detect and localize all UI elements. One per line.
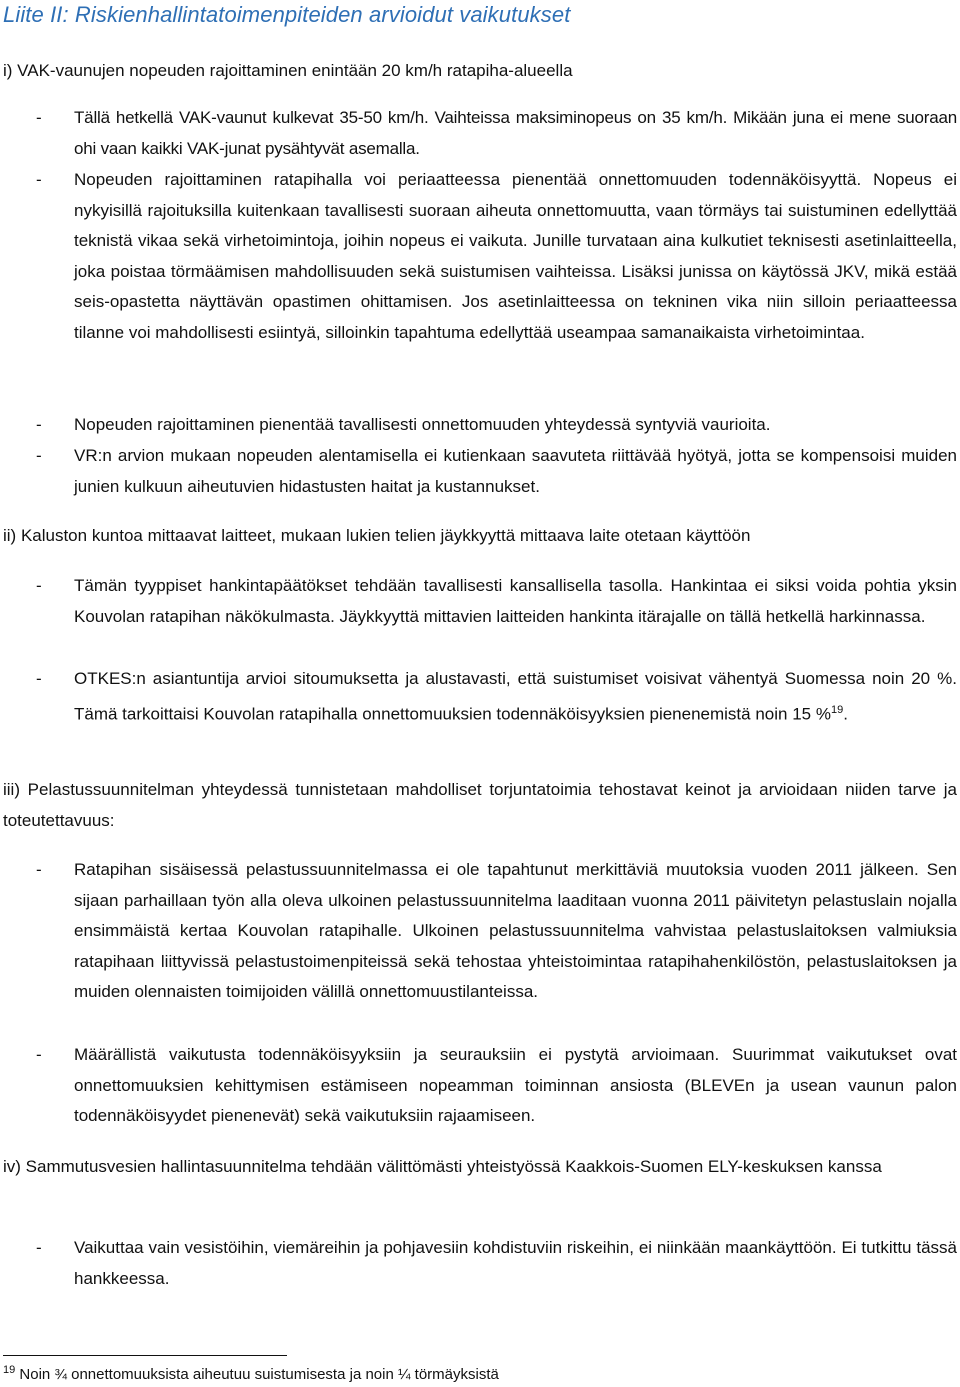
list-item-text: Nopeuden rajoittaminen pienentää tavallisesti onnettomuuden yhteydessä syntyviä vaurioita.	[74, 415, 771, 434]
list-item	[36, 855, 957, 1008]
list-item	[36, 410, 957, 441]
bullet-dash: -	[36, 1238, 42, 1257]
bullet-dash: -	[36, 446, 42, 465]
sentence-period: .	[843, 704, 848, 724]
footnote-number: 19	[3, 1364, 16, 1376]
list-item	[36, 571, 957, 632]
section-heading-i: i) VAK-vaunujen nopeuden rajoittaminen enintään 20 km/h ratapiha-alueella	[3, 61, 573, 80]
list-item-text: Määrällistä vaikutusta todennäköisyyksiin ja seurauksiin ei pystytä arvioimaan. Suurimmat vaikutukset ovat onnettomuuksien kehittymisen estämiseen nopeamman toiminnan ansiosta (BLEVEn ja usean vaunun palon todennäköisyydet pienenevät) sekä vaikutuksiin rajaamiseen.	[74, 1045, 957, 1125]
list-item-text: Tällä hetkellä VAK-vaunut kulkevat 35-50 km/h. Vaihteissa maksiminopeus on 35 km/h. Mikään juna ei mene suoraan ohi vaan kaikki VAK-junat pysähtyvät asemalla.	[74, 108, 957, 158]
list-item-text-body: OTKES:n asiantuntija arvioi sitoumuksetta ja alustavasti, että suistumiset voisivat vähentyä Suomessa noin 20 %. Tämä tarkoittaisi Kouvolan ratapihalla onnettomuuksien todennäköisyyksien pienenemistä noin 15 %	[74, 669, 957, 724]
bullet-dash: -	[36, 415, 42, 434]
list-item	[36, 441, 957, 502]
bullet-dash: -	[36, 576, 42, 595]
list-item	[36, 165, 957, 348]
bullet-dash: -	[36, 170, 42, 189]
bullet-dash: -	[36, 108, 42, 127]
bullet-dash: -	[36, 1045, 42, 1064]
list-item	[36, 103, 957, 164]
list-item	[36, 1233, 957, 1294]
list-item-text: Tämän tyyppiset hankintapäätökset tehdään tavallisesti kansallisella tasolla. Hankintaa ei siksi voida pohtia yksin Kouvolan ratapihan näkökulmasta. Jäykkyyttä mittavien laitteiden hankinta itärajalle on tällä hetkellä harkinnassa.	[74, 576, 957, 626]
section-heading-ii: ii) Kaluston kuntoa mittaavat laitteet, mukaan lukien telien jäykkyyttä mittaava laite otetaan käyttöön	[3, 526, 751, 545]
footnote-text: Noin ¾ onnettomuuksista aiheutuu suistumisesta ja noin ¼ törmäyksistä	[19, 1366, 499, 1383]
page-title: Liite II: Riskienhallintatoimenpiteiden arvioidut vaikutukset	[3, 2, 571, 27]
list-item-text: Vaikuttaa vain vesistöihin, viemäreihin ja pohjavesiin kohdistuviin riskeihin, ei niinkään maankäyttöön. Ei tutkittu tässä hankkeessa.	[74, 1238, 957, 1288]
list-item-text: VR:n arvion mukaan nopeuden alentamisella ei kutienkaan saavuteta riittävää hyötyä, jotta se kompensoisi muiden junien kulkuun aiheutuvien hidastusten haitat ja kustannukset.	[74, 446, 957, 496]
list-item	[36, 1040, 957, 1132]
footnote-ref: 19	[830, 703, 844, 716]
list-item	[36, 664, 957, 730]
footnote-separator	[3, 1355, 287, 1356]
list-item-text: Ratapihan sisäisessä pelastussuunnitelmassa ei ole tapahtunut merkittäviä muutoksia vuoden 2011 jälkeen. Sen sijaan parhaillaan työn alla oleva ulkoinen pelastussuunnitelma laaditaan vuonna 2011 päivitetyn pelastuslain nojalla ensimmäistä kertaa Kouvolan ratapihalle. Ulkoinen pelastussuunnitelma vahvistaa pelastuslaitoksen valmiuksia ratapihaan liittyvissä pelastustoimenpiteissä sekä tehostaa yhteistoimintaa ratapihahenkilöstön, pelastuslaitoksen ja muiden olennaisten toimijoiden välillä onnettomuustilanteissa.	[74, 860, 957, 1001]
bullet-dash: -	[36, 860, 42, 879]
list-item-text: Nopeuden rajoittaminen ratapihalla voi periaatteessa pienentää onnettomuuden todennäköisyyttä. Nopeus ei nykyisillä rajoituksilla kuitenkaan tavallisesti suoraan aiheuta onnettomuutta, vaan törmäys tai suistuminen edellyttää teknistä vikaa sekä virhetoimintoja, joihin nopeus ei vaikuta. Junille turvataan aina kulkutiet teknisesti asetinlaitteella, joka poistaa törmäämisen mahdollisuuden sekä suistumisen vaihteissa. Lisäksi junissa on käytössä JKV, mikä estää seis-opastetta näyttävän opastimen ohittamisen. Jos asetinlaitteessa on tekninen vika niin silloin periaatteessa tilanne voi mahdollisesti esiintyä, silloinkin tapahtuma edellyttää useampaa samanaikaista virhetoimintaa.	[74, 170, 957, 342]
section-heading-iii: iii) Pelastussuunnitelman yhteydessä tunnistetaan mahdolliset torjuntatoimia tehostavat keinot ja arvioidaan niiden tarve ja toteutettavuus:	[3, 780, 957, 830]
bullet-dash: -	[36, 669, 42, 688]
list-item-text	[74, 664, 957, 730]
section-heading-iv: iv) Sammutusvesien hallintasuunnitelma tehdään välittömästi yhteistyössä Kaakkois-Suomen ELY-keskuksen kanssa	[3, 1157, 882, 1176]
footnote	[3, 1360, 499, 1385]
